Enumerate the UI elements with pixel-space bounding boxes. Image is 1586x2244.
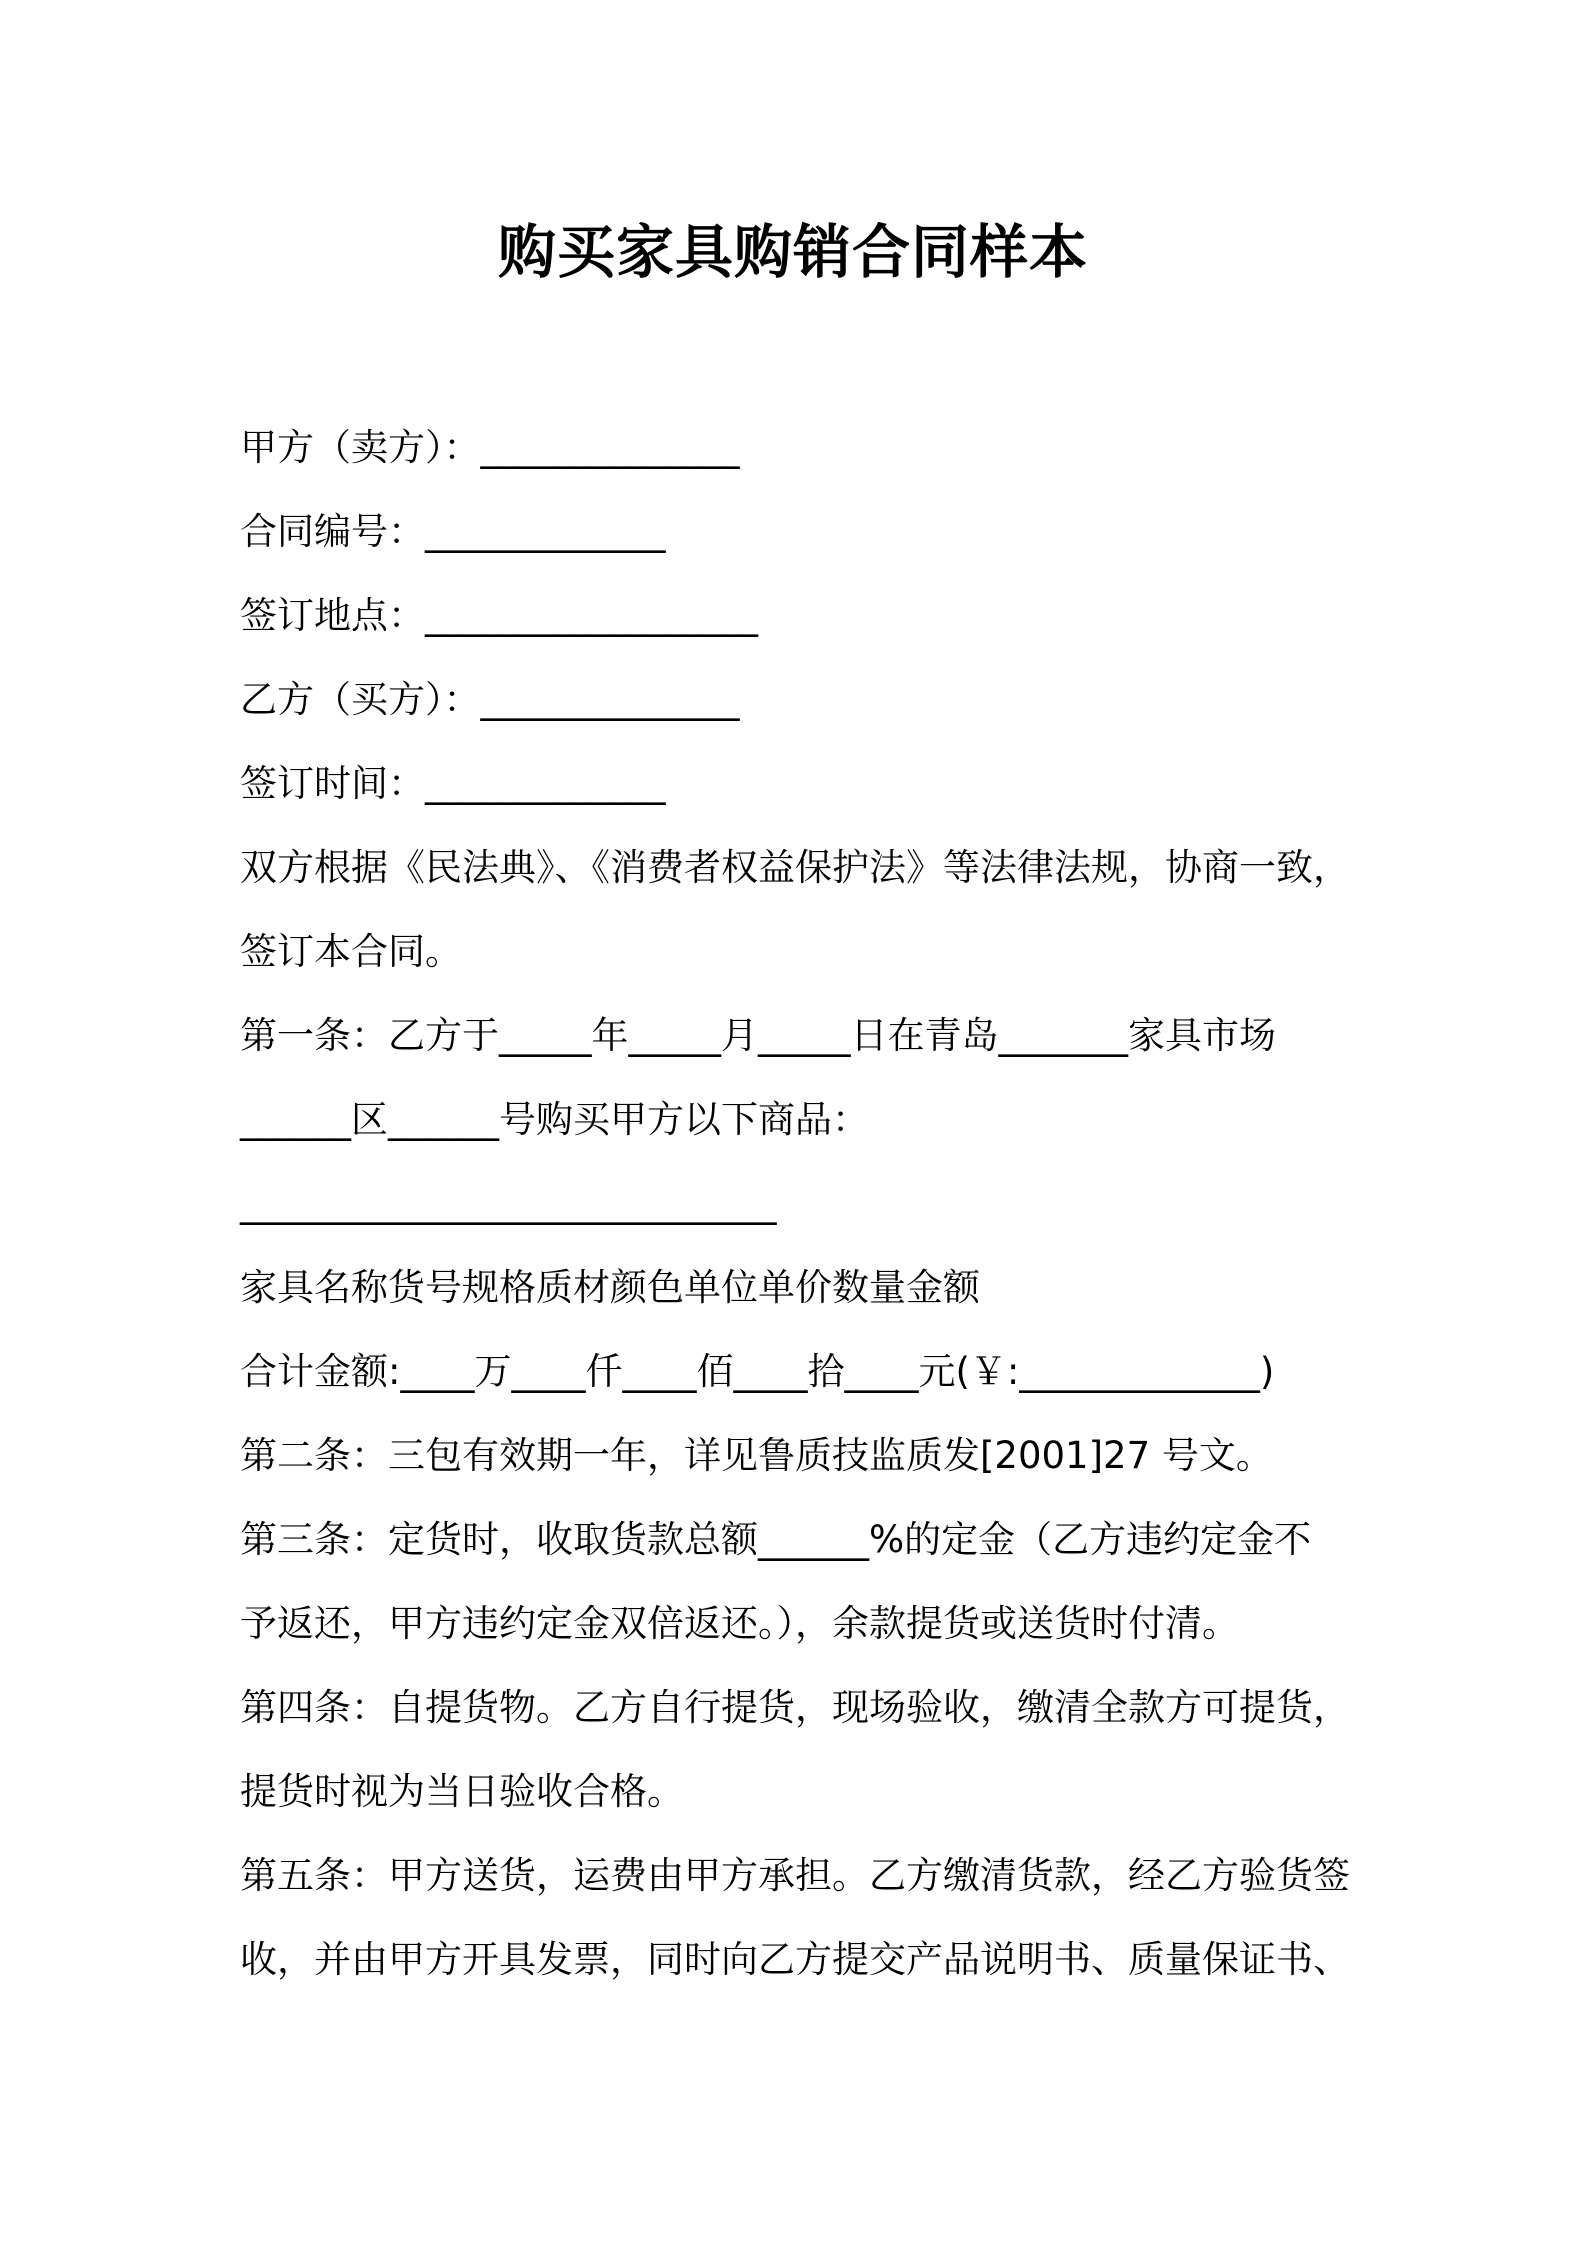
- article-1-line-2: ______区______号购买甲方以下商品：: [240, 1098, 869, 1141]
- article-4-line-1: 第四条：自提货物。乙方自行提货，现场验收，缴清全款方可提货，: [240, 1686, 1350, 1729]
- article-2-line: 第二条：三包有效期一年，详见鲁质技监质发[2001]27 号文。: [240, 1434, 1273, 1477]
- contract-number-line: 合同编号：_____________: [240, 510, 666, 553]
- preamble-line-2: 签订本合同。: [240, 930, 462, 973]
- signing-place-line: 签订地点：__________________: [240, 594, 758, 637]
- total-amount-line: 合计金额:____万____仟____佰____拾____元(￥:_____________): [240, 1350, 1275, 1393]
- signing-time-line: 签订时间：_____________: [240, 762, 666, 805]
- preamble-line-1: 双方根据《民法典》、《消费者权益保护法》等法律法规，协商一致，: [240, 846, 1350, 889]
- blank-underline: _____________________________: [240, 1182, 777, 1225]
- article-5-line-2: 收，并由甲方开具发票，同时向乙方提交产品说明书、质量保证书、: [240, 1938, 1350, 1981]
- article-3-line-1: 第三条：定货时，收取货款总额______%的定金（乙方违约定金不: [240, 1518, 1312, 1561]
- document-title: 购买家具购销合同样本: [497, 218, 1088, 286]
- article-4-line-2: 提货时视为当日验收合格。: [240, 1770, 684, 1813]
- goods-table-header: 家具名称货号规格质材颜色单位单价数量金额: [240, 1266, 980, 1309]
- party-b-buyer-line: 乙方（买方）：______________: [240, 678, 740, 721]
- party-a-seller-line: 甲方（卖方）：______________: [240, 426, 740, 469]
- document-body: [240, 406, 1370, 2002]
- article-5-line-1: 第五条：甲方送货，运费由甲方承担。乙方缴清货款，经乙方验货签: [240, 1854, 1350, 1897]
- article-1-line-1: 第一条：乙方于_____年_____月_____日在青岛_______家具市场: [240, 1014, 1276, 1057]
- article-3-line-2: 予返还，甲方违约定金双倍返还。），余款提货或送货时付清。: [240, 1602, 1239, 1645]
